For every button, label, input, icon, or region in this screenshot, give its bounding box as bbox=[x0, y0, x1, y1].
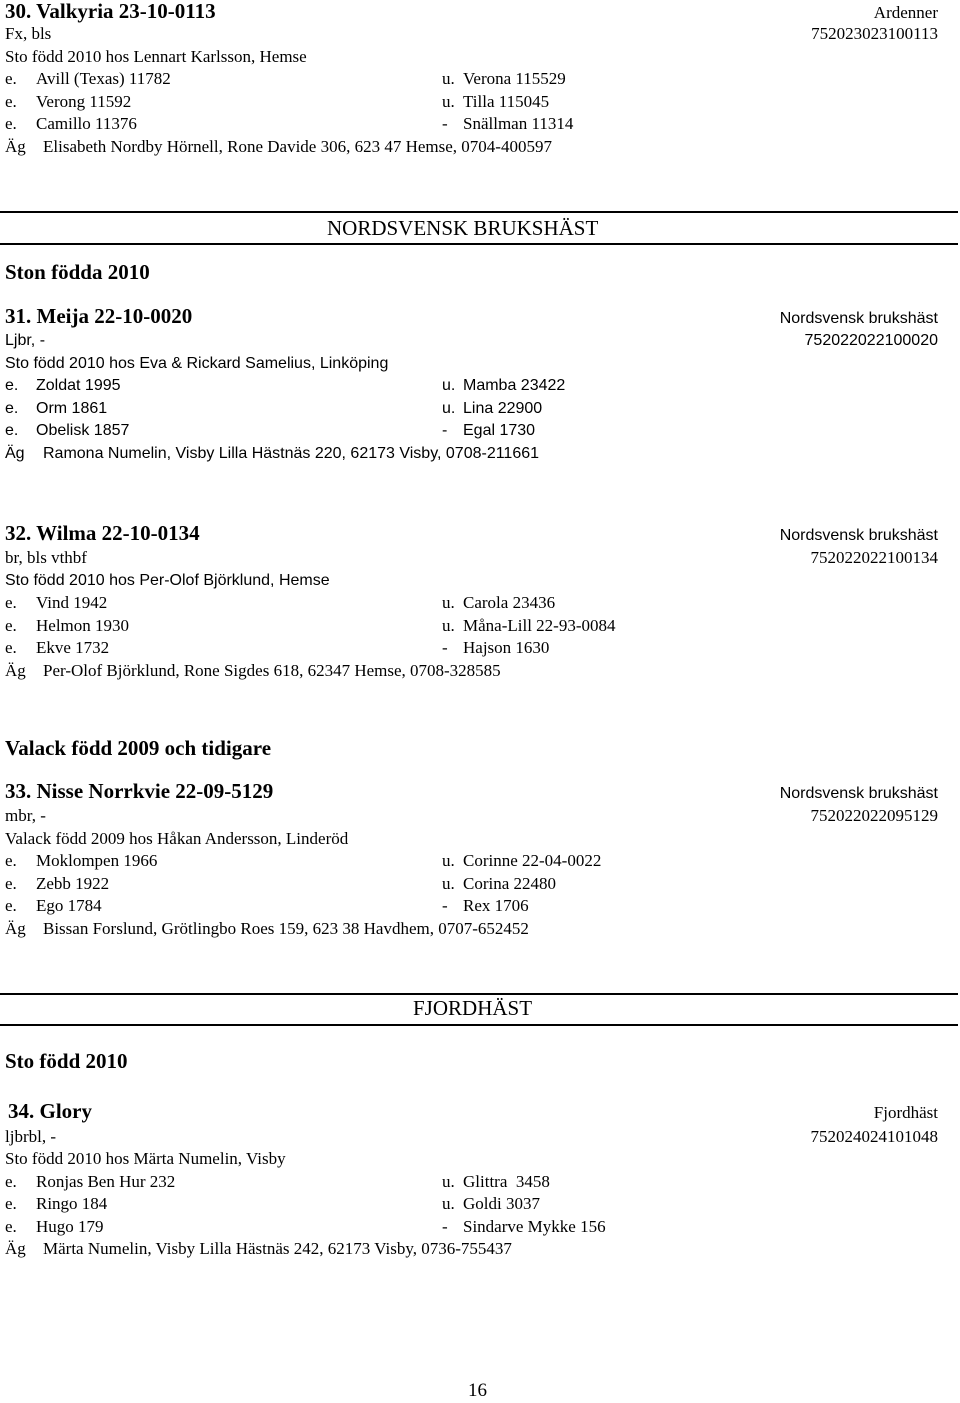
reg-number: 752023023100113 bbox=[811, 24, 938, 43]
birth-info: Sto född 2010 hos Per-Olof Björklund, Hemse bbox=[5, 572, 330, 589]
pedigree-line bbox=[5, 1171, 705, 1194]
pedigree-line bbox=[5, 91, 705, 114]
reg-number: 752022022100134 bbox=[810, 548, 938, 567]
dam: Måna-Lill 22-93-0084 bbox=[463, 616, 616, 635]
pedigree-key: u. bbox=[442, 377, 456, 394]
dam: Lina 22900 bbox=[463, 400, 543, 417]
dam: Rex 1706 bbox=[463, 896, 529, 915]
color-markings: br, bls vthbf bbox=[5, 548, 87, 567]
birth-info: Valack född 2009 hos Håkan Andersson, Linderöd bbox=[5, 829, 349, 848]
pedigree-key: e. bbox=[5, 69, 17, 88]
sire: Moklompen 1966 bbox=[36, 851, 158, 870]
breed: Nordsvensk brukshäst bbox=[779, 527, 938, 544]
sire: Verong 11592 bbox=[36, 92, 132, 111]
pedigree-key: e. bbox=[5, 593, 17, 612]
owner-line bbox=[5, 443, 705, 466]
entry-title: 33. Nisse Norrkvie 22-09-5129 bbox=[5, 779, 274, 803]
entry-title: 30. Valkyria 23-10-0113 bbox=[5, 0, 216, 23]
pedigree-key: e. bbox=[5, 638, 17, 657]
sire: Ringo 184 bbox=[36, 1194, 108, 1213]
pedigree-key: - bbox=[442, 422, 448, 439]
dam: Glittra 3458 bbox=[463, 1172, 550, 1191]
pedigree-key: u. bbox=[442, 616, 455, 635]
section-divider bbox=[0, 243, 958, 245]
owner: Elisabeth Nordby Hörnell, Rone Davide 306, 623 47 Hemse, 0704-400597 bbox=[43, 137, 552, 156]
pedigree-line bbox=[5, 375, 705, 398]
sire: Avill (Texas) 11782 bbox=[36, 69, 171, 88]
birth-info: Sto född 2010 hos Lennart Karlsson, Hemse bbox=[5, 47, 307, 66]
dam: Corina 22480 bbox=[463, 874, 557, 893]
section-title: FJORDHÄST bbox=[413, 996, 533, 1020]
owner-key: Äg bbox=[5, 137, 26, 156]
reg-number: 752024024101048 bbox=[810, 1127, 938, 1146]
pedigree-line bbox=[5, 1193, 705, 1216]
birth-info: Sto född 2010 hos Märta Numelin, Visby bbox=[5, 1149, 286, 1168]
pedigree-key: e. bbox=[5, 874, 17, 893]
color-markings: Ljbr, - bbox=[5, 332, 46, 349]
pedigree-key: u. bbox=[442, 874, 455, 893]
pedigree-key: u. bbox=[442, 851, 455, 870]
owner-line bbox=[5, 918, 705, 941]
pedigree-line bbox=[5, 592, 705, 615]
group-title: Valack född 2009 och tidigare bbox=[5, 736, 272, 760]
section-divider bbox=[0, 211, 958, 213]
entry-title: 32. Wilma 22-10-0134 bbox=[5, 521, 200, 545]
pedigree-line bbox=[5, 637, 705, 660]
reg-number: 752022022095129 bbox=[810, 806, 938, 825]
sire: Zoldat 1995 bbox=[36, 377, 121, 394]
sire: Camillo 11376 bbox=[36, 114, 137, 133]
pedigree-key: u. bbox=[442, 69, 455, 88]
entry-title: 31. Meija 22-10-0020 bbox=[5, 304, 193, 328]
pedigree-line bbox=[5, 873, 705, 896]
group-title: Sto född 2010 bbox=[5, 1049, 128, 1073]
pedigree-key: e. bbox=[5, 1217, 17, 1236]
section-divider bbox=[0, 993, 958, 995]
owner-key: Äg bbox=[5, 445, 25, 462]
breed: Nordsvensk brukshäst bbox=[779, 785, 938, 802]
owner-line bbox=[5, 660, 705, 683]
pedigree-key: u. bbox=[442, 593, 455, 612]
color-markings: ljbrbl, - bbox=[5, 1127, 56, 1146]
entry-title: 34. Glory bbox=[8, 1099, 92, 1123]
owner: Per-Olof Björklund, Rone Sigdes 618, 62347 Hemse, 0708-328585 bbox=[43, 661, 501, 680]
group-title: Ston födda 2010 bbox=[5, 260, 150, 284]
owner-key: Äg bbox=[5, 919, 26, 938]
owner-key: Äg bbox=[5, 661, 26, 680]
section-divider bbox=[0, 1024, 958, 1026]
pedigree-line bbox=[5, 850, 705, 873]
pedigree-key: u. bbox=[442, 1194, 455, 1213]
dam: Goldi 3037 bbox=[463, 1194, 540, 1213]
pedigree-key: e. bbox=[5, 114, 17, 133]
pedigree-line bbox=[5, 398, 705, 421]
dam: Sindarve Mykke 156 bbox=[463, 1217, 606, 1236]
pedigree-key: e. bbox=[5, 377, 19, 394]
sire: Zebb 1922 bbox=[36, 874, 110, 893]
sire: Ekve 1732 bbox=[36, 638, 110, 657]
page-number: 16 bbox=[468, 1380, 487, 1401]
sire: Hugo 179 bbox=[36, 1217, 104, 1236]
owner-line bbox=[5, 1238, 705, 1261]
reg-number: 752022022100020 bbox=[804, 332, 938, 349]
breed: Fjordhäst bbox=[873, 1103, 938, 1122]
breed: Ardenner bbox=[873, 3, 938, 22]
dam: Mamba 23422 bbox=[463, 377, 566, 394]
pedigree-key: - bbox=[442, 896, 448, 915]
pedigree-key: e. bbox=[5, 851, 17, 870]
sire: Ronjas Ben Hur 232 bbox=[36, 1172, 176, 1191]
sire: Vind 1942 bbox=[36, 593, 108, 612]
dam: Snällman 11314 bbox=[463, 114, 574, 133]
pedigree-key: - bbox=[442, 638, 448, 657]
pedigree-key: e. bbox=[5, 896, 17, 915]
birth-info: Sto född 2010 hos Eva & Rickard Samelius, Linköping bbox=[5, 355, 389, 372]
pedigree-line bbox=[5, 895, 705, 918]
dam: Verona 115529 bbox=[463, 69, 566, 88]
pedigree-key: e. bbox=[5, 422, 19, 439]
color-markings: Fx, bls bbox=[5, 24, 52, 43]
pedigree-key: e. bbox=[5, 1194, 17, 1213]
pedigree-key: - bbox=[442, 114, 448, 133]
pedigree-key: u. bbox=[442, 400, 456, 417]
dam: Hajson 1630 bbox=[463, 638, 550, 657]
pedigree-key: u. bbox=[442, 92, 455, 111]
pedigree-key: e. bbox=[5, 616, 17, 635]
owner: Märta Numelin, Visby Lilla Hästnäs 242, 62173 Visby, 0736-755437 bbox=[43, 1239, 512, 1258]
owner-line bbox=[5, 136, 705, 159]
pedigree-line bbox=[5, 1216, 705, 1239]
pedigree-line bbox=[5, 615, 705, 638]
pedigree-line bbox=[5, 68, 705, 91]
pedigree-key: u. bbox=[442, 1172, 455, 1191]
breed: Nordsvensk brukshäst bbox=[779, 310, 938, 327]
sire: Helmon 1930 bbox=[36, 616, 130, 635]
sire: Orm 1861 bbox=[36, 400, 108, 417]
section-title: NORDSVENSK BRUKSHÄST bbox=[327, 216, 599, 240]
pedigree-line bbox=[5, 113, 705, 136]
sire: Ego 1784 bbox=[36, 896, 102, 915]
pedigree-key: e. bbox=[5, 400, 19, 417]
dam: Carola 23436 bbox=[463, 593, 556, 612]
owner-key: Äg bbox=[5, 1239, 26, 1258]
pedigree-key: e. bbox=[5, 92, 17, 111]
owner: Bissan Forslund, Grötlingbo Roes 159, 623 38 Havdhem, 0707-652452 bbox=[43, 919, 529, 938]
dam: Egal 1730 bbox=[463, 422, 536, 439]
dam: Tilla 115045 bbox=[463, 92, 550, 111]
color-markings: mbr, - bbox=[5, 806, 46, 825]
pedigree-key: e. bbox=[5, 1172, 17, 1191]
owner: Ramona Numelin, Visby Lilla Hästnäs 220, 62173 Visby, 0708-211661 bbox=[43, 445, 540, 462]
dam: Corinne 22-04-0022 bbox=[463, 851, 602, 870]
pedigree-line bbox=[5, 420, 705, 443]
sire: Obelisk 1857 bbox=[36, 422, 130, 439]
pedigree-key: - bbox=[442, 1217, 448, 1236]
